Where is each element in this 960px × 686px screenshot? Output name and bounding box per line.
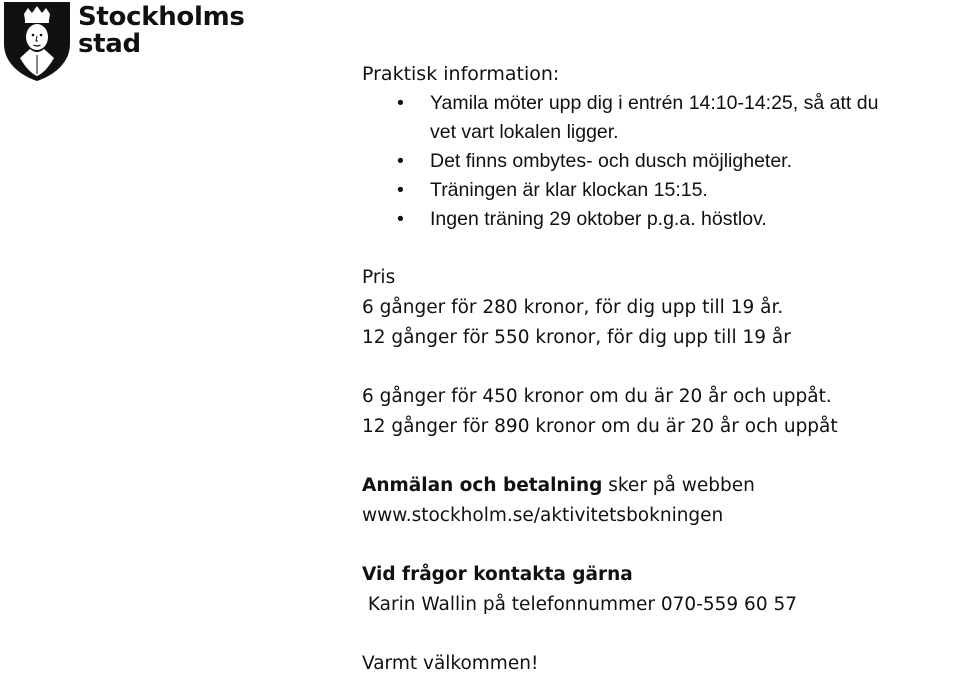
logo-wordmark [78, 4, 245, 58]
practical-heading: Praktisk information: [362, 63, 560, 85]
pricing-heading: Pris [362, 267, 396, 288]
price-adult-6: 6 gånger för 450 kronor om du är 20 år och uppåt. [362, 386, 832, 407]
price-adult-12: 12 gånger för 890 kronor om du är 20 år och uppåt [362, 416, 838, 437]
bullet-icon: • [397, 92, 404, 114]
stockholm-logo [2, 0, 252, 84]
closing-text: Varmt välkommen! [362, 653, 539, 674]
practical-list [362, 89, 960, 234]
registration-info [362, 471, 960, 501]
bullet-icon: • [397, 208, 404, 230]
list-item: • Träningen är klar klockan 15:15. [362, 176, 960, 205]
stockholm-crest-icon [2, 0, 72, 82]
price-youth-6: 6 gånger för 280 kronor, för dig upp till 19 år. [362, 297, 784, 318]
list-item: • Yamila möter upp dig i entrén 14:10-14:25, så att du [362, 89, 960, 118]
list-item: • Ingen träning 29 oktober p.g.a. höstlov. [362, 205, 960, 234]
registration-bold: Anmälan och betalning [362, 475, 603, 496]
contact-heading: Vid frågor kontakta gärna [362, 564, 633, 585]
info-content [362, 60, 960, 679]
contact-text: Karin Wallin på telefonnummer 070-559 60 57 [362, 594, 798, 615]
bullet-icon: • [397, 150, 404, 172]
registration-text: sker på webben [602, 475, 755, 496]
bullet-icon: • [397, 179, 404, 201]
price-youth-12: 12 gånger för 550 kronor, för dig upp till 19 år [362, 327, 791, 348]
registration-url[interactable]: www.stockholm.se/aktivitetsbokningen [362, 505, 724, 526]
list-item-continuation: vet vart lokalen ligger. [430, 121, 619, 143]
logo-line-1: Stockholms [78, 2, 245, 32]
logo-line-2: stad [78, 29, 141, 59]
list-item: • Det finns ombytes- och dusch möjligheter. [362, 147, 960, 176]
